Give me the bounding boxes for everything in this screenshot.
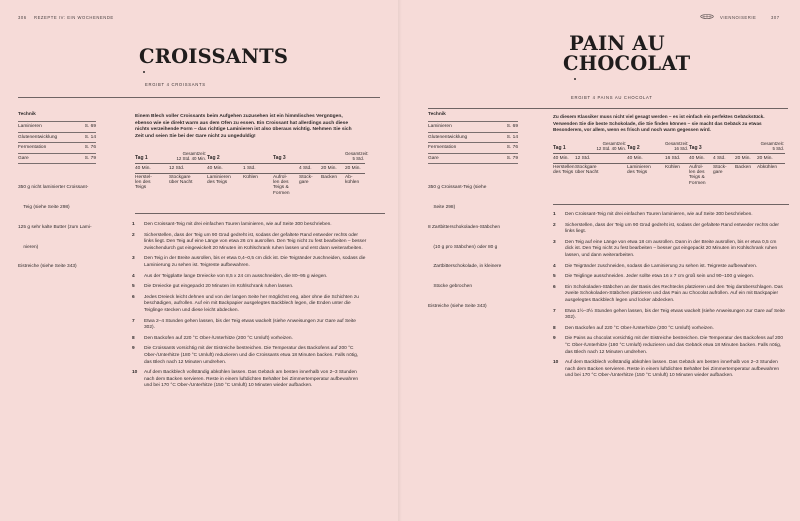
right-steps-rule <box>553 204 789 205</box>
day-3-label: Tag 3 <box>273 152 299 163</box>
book-gutter <box>398 0 402 521</box>
right-running-head: VIENNOISERIE <box>720 15 757 20</box>
list-item: 4 Aus der Teigplatte lange Dreiecke von 8,5 x 24 cm ausschneiden, die 80–95 g wiegen. <box>132 273 328 279</box>
day-3-label: Tag 3 <box>689 142 713 153</box>
technique-table-right <box>428 121 518 164</box>
right-top-rule <box>428 108 788 109</box>
list-item: 9 Die Croissants vorsichtig mit der Eistreiche bestreichen. Die Temperatur des Backofens auf 200 °C Ober-/Unterhitze (180 °C Umluft) reduzieren und die Croissants etwa 18 Minuten backen. Falls nötig, das Blech nach 12 Minuten umdrehen. <box>132 346 359 365</box>
day-2-label: Tag 2 <box>207 152 243 163</box>
list-item: 1 Den Croissant-Teig mit drei einfachen Touren laminieren, wie auf Seite 300 beschrieben. <box>553 212 753 217</box>
table-row: Fermentation S. 76 <box>18 143 96 154</box>
croissants-steps <box>132 222 367 390</box>
list-item: 6 Jedes Dreieck leicht dehnen und von der langen Seite her möglichst eng, aber ohne die Schichten zu beschädigen, aufrollen. Auf ein mit Backpapier ausgelegtes Backblech legen, die Enden unter die Teiglinge stecken und diese leicht abdecken. <box>132 294 359 313</box>
list-item: 2 Sicherstellen, dass der Teig um 90 Grad gedreht ist, sodass der gefaltete Rand entweder rechts oder links liegt. <box>553 222 780 235</box>
left-running-head: REZEPTE IV: EIN WOCHENENDE <box>34 15 114 20</box>
pain-au-chocolat-steps <box>553 212 785 380</box>
list-item: 8 Den Backofen auf 220 °C Ober-/Unterhitze (200 °C Umluft) vorheizen. <box>553 325 714 331</box>
viennoiserie-croissant-icon <box>700 14 714 19</box>
ingredients-left: 350 g nicht laminierter Croissant- Teig (siehe Seite 298) 125 g sehr kalte Butter (zum Lami- nieren) Eistreiche (siehe Seite 343) <box>18 185 92 270</box>
list-item: 7 Etwa 1½–3½ Stunden gehen lassen, bis der Teig etwas wackelt (siehe Anweisungen zur Gare auf Seite 302). <box>553 308 785 321</box>
table-row: Gare S. 79 <box>18 153 96 164</box>
list-item: 9 Die Pains au chocolat vorsichtig mit der Eistreiche bestreichen. Die Temperatur des Backofens auf 200 °C Ober-/Unterhitze (180 °C Umluft) reduzieren und das Gebäck etwa 18 Minuten backen. Falls nötig, das Blech nach 12 Minuten umdrehen. <box>553 336 784 355</box>
list-item: 7 Etwa 2–4 Stunden gehen lassen, bis der Teig etwas wackelt (siehe Anweisungen zur Gare auf Seite 302). <box>132 318 356 331</box>
technique-table-left <box>18 121 96 164</box>
schedule-table-right: Tag 1 Gesamtzeit: 12 Std. 40 Min. Tag 2 Gesamtzeit: 16 Std. Tag 3 Gesamtzeit: 5 Std. 40 Min. 12 Std. 40 Min. 16 Std. 40 Min. 4 Std. 20 Min. 20 Min. Herstellen des Teigs Stockgare über Nacht Laminieren des Teigs Kühlen Aufrol- len des Teigs & Formen Stück- gare Backen Abkühlen <box>553 141 784 186</box>
left-page-number: 306 <box>18 15 27 20</box>
technique-heading-right: Technik <box>428 112 446 117</box>
list-item: 5 Die Teiglinge ausschneiden. Jeder sollte etwa 16 x 7 cm groß sein und 90–100 g wiegen. <box>553 274 754 280</box>
pain-au-chocolat-title: PAIN AU CHOCOLAT <box>563 32 691 75</box>
croissants-yield: ERGIBT 4 CROISSANTS <box>145 82 206 87</box>
day-2-label: Tag 2 <box>627 142 665 153</box>
title-dot-right <box>574 78 576 80</box>
table-row: Glutenentwicklung S. 14 <box>18 132 96 143</box>
ingredients-right: 350 g Croissant-Teig (siehe Seite 298) 8 Zartbitterschokoladen-Stäbchen (10 g pro Stäbchen) oder 80 g Zartbitterschokolade, in kleinere Stücke gebrochen Eistreiche (siehe Seite 343) <box>428 185 502 309</box>
croissants-intro: Einem Blech voller Croissants beim Aufgehen zuzusehen ist ein himmlisches Vergnügen, ebenso wie sie direkt warm aus dem Ofen zu essen. Ein Croissant hat allerdings auch diese nichts verzeihende Form – das richtige Laminieren ist also überaus wichtig. Nehmen Sie sich Zeit und seien Sie bei der Gare nicht zu ungeduldig! <box>135 114 352 140</box>
schedule-table-left: Tag 1 Gesamtzeit: 12 Std. 40 Min. Tag 2 Tag 3 Gesamtzeit: 5 Std. 40 Min. 12 Std. 40 Min. 1 Std. 4 Std. 20 Min. 20 Min. Herstel- len des Teigs Stockgare über Nacht Laminieren des Teigs Kühlen Aufrol- len des Teigs & Formen Stück- gare Backen Ab- kühlen <box>135 151 369 196</box>
title-dot-left <box>143 71 145 73</box>
technique-heading-left: Technik <box>18 112 36 117</box>
pain-au-chocolat-intro: Zu diesem Klassiker muss nicht viel gesagt werden – es ist einfach ein perfektes Gebäckstück. Verwenden Sie die beste Schokolade, die Sie finden können – sie macht das Gebäck zu etwas Besonderem, vor allem, wenn es frisch und noch warm gegessen wird. <box>553 114 765 133</box>
list-item: 3 Den Teig auf eine Länge von etwa 18 cm ausrollen. Dann in der Breite ausrollen, bis er etwa 0,5 cm dick ist. Den Teig nicht zu fest bearbeiten – besser gut eingepackt 20 Minuten im Kühlschrank ruhen lassen, und dann weiterarbeiten. <box>553 239 778 258</box>
list-item: 10 Auf dem Backblech vollständig abkühlen lassen. Das Gebäck am besten innerhalb von 2–3 Stunden nach dem Backen servieren. Reste in einem luftdichten Behälter bei Zimmertemperatur aufbewahren und bei 170 °C Ober-/Unterhitze (150 °C Umluft) 10 Minuten wieder aufbacken. <box>132 370 359 389</box>
list-item: 4 Die Teigränder zuschneiden, sodass die Laminierung zu sehen ist. Teigreste aufbewahren. <box>553 263 758 269</box>
list-item: 8 Den Backofen auf 220 °C Ober-/Unterhitze (200 °C Umluft) vorheizen. <box>132 335 293 341</box>
list-item: 5 Die Dreiecke gut eingepackt 20 Minuten im Kühlschrank ruhen lassen. <box>132 284 294 290</box>
total-time-3: Gesamtzeit: 5 Std. <box>757 142 785 153</box>
table-row: Laminieren S. 69 <box>428 122 518 133</box>
day-1-label: Tag 1 <box>135 152 169 163</box>
table-row: Fermentation S. 76 <box>428 143 518 154</box>
list-item: 2 Sicherstellen, dass der Teig um 90 Grad gedreht ist, sodass der gefaltete Rand entweder rechts oder links liegt. Den Teig auf eine Länge von etwa 26 cm ausrollen. Den Teig nicht zu fest bearbeiten – besser zwischendurch gut eingewickelt 20 Minuten im Kühlschrank ruhen lassen und erst dann weiterarbeiten. <box>132 232 367 251</box>
total-time-1: Gesamtzeit: 12 Std. 40 Min. <box>169 152 207 163</box>
croissants-title: CROISSANTS <box>139 45 289 68</box>
left-steps-rule <box>135 213 385 214</box>
list-item: 1 Den Croissant-Teig mit drei einfachen Touren laminieren, wie auf Seite 300 beschrieben. <box>132 222 332 227</box>
list-item: 3 Den Teig in der Breite ausrollen, bis er etwa 0,4–0,5 cm dick ist. Die Teigränder zuschneiden, sodass die Laminierung zu sehen ist. Teigreste aufbewahren. <box>132 256 366 268</box>
pain-au-chocolat-yield: ERGIBT 4 PAINS AU CHOCOLAT <box>571 95 653 100</box>
total-time-3: Gesamtzeit: 5 Std. <box>345 152 365 163</box>
total-time-2: Gesamtzeit: 16 Std. <box>665 142 689 153</box>
table-row: Laminieren S. 69 <box>18 122 96 133</box>
total-time-1: Gesamtzeit: 12 Std. 40 Min. <box>575 142 627 153</box>
table-row: Gare S. 79 <box>428 153 518 164</box>
list-item: 6 Ein Schokoladen-Stäbchen an der Basis des Rechtecks platzieren und den Teig darüberschlagen. Das zweite Schokoladen-Stäbchen platzieren und das Pain au Chocolat aufrollen. Auf ein mit Backpapier ausgelegtes Backblech legen und locker abdecken. <box>553 284 783 303</box>
day-1-label: Tag 1 <box>553 142 575 153</box>
list-item: 10 Auf dem Backblech vollständig abkühlen lassen. Das Gebäck am besten innerhalb von 2–3 Stunden nach dem Backen servieren. Reste in einem luftdichten Behälter bei Zimmertemperatur aufbewahren und bei 170 °C Ober-/Unterhitze (150 °C Umluft) 10 Minuten wieder aufbacken. <box>553 360 780 379</box>
table-row: Glutenentwicklung S. 14 <box>428 132 518 143</box>
left-top-rule <box>18 97 380 98</box>
right-page-number: 307 <box>771 15 780 20</box>
